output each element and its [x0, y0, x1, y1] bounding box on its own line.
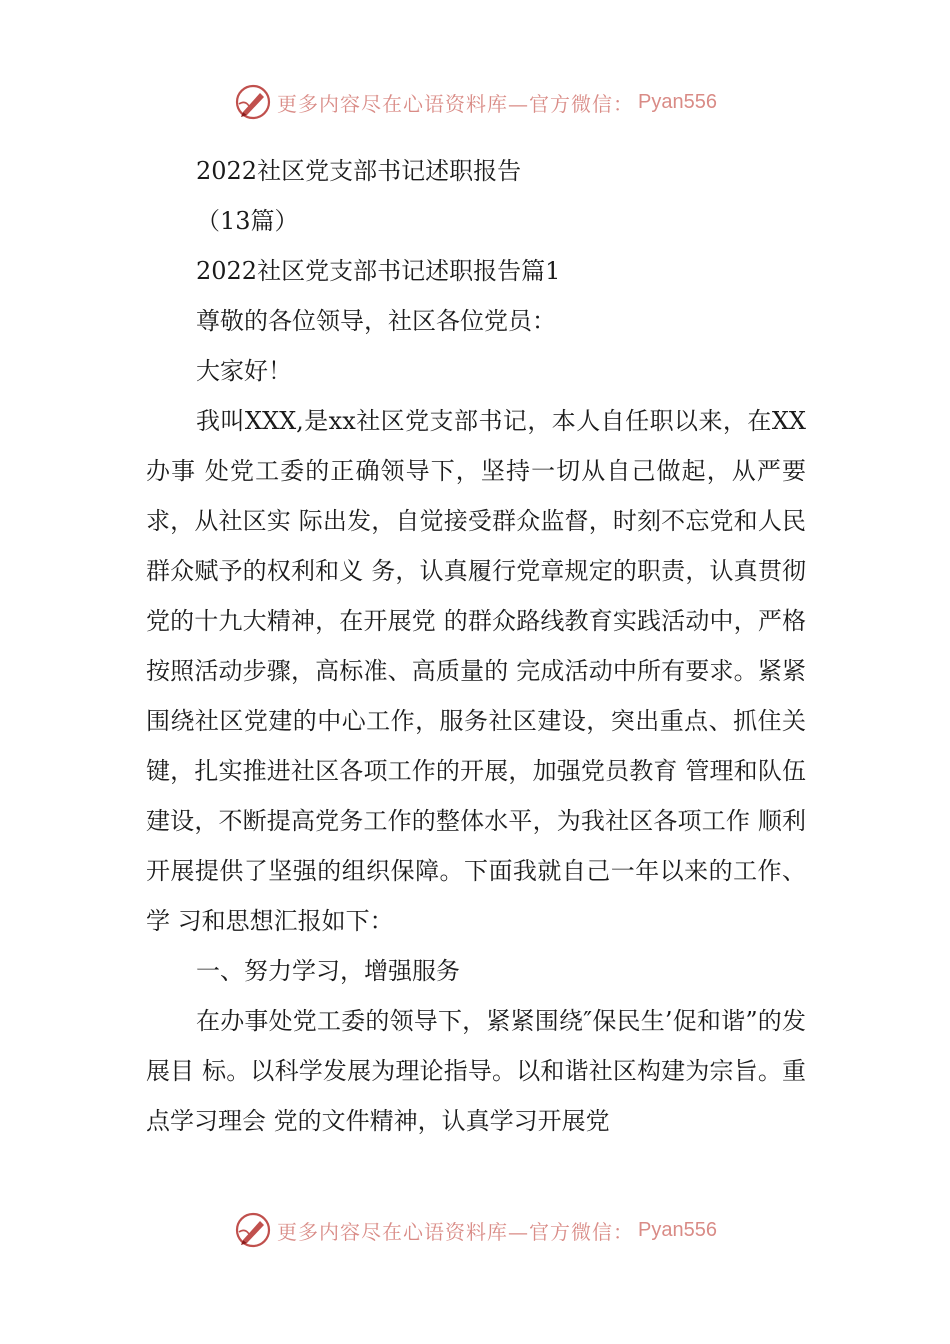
header-banner [0, 80, 950, 124]
footer-banner [0, 1208, 950, 1252]
banner-text: 更多内容尽在心语资料库—官方微信： [277, 1219, 635, 1244]
paragraph-intro: 我叫XXX,是xx社区党支部书记，本人自任职以来，在XX办事 处党工委的正确领导下，坚持一切从自己做起，从严要求，从社区实 际出发，自觉接受群众监督，时刻不忘党和人民群众赋予的权利和义 务，认真履行党章规定的职责，认真贯彻党的十九大精神，在开展党 的群众路线教育实践活动中，严格按照活动步骤，高标准、高质量的 完成活动中所有要求。紧紧围绕社区党建的中心工作，服务社区建设，突出重点、抓住关键，扎实推进社区各项工作的开展，加强党员教育 管理和队伍建设，不断提高党务工作的整体水平，为我社区各项工作 顺利开展提供了坚强的组织保障。下面我就自己一年以来的工作、学 习和思想汇报如下： [146, 407, 806, 935]
pen-logo-icon [233, 1210, 273, 1250]
section-heading: 一、努力学习，增强服务 [196, 957, 460, 985]
document-body [146, 146, 806, 1146]
greeting: 大家好！ [196, 357, 292, 385]
banner-text: 更多内容尽在心语资料库—官方微信： [277, 91, 635, 116]
paragraph-study: 在办事处党工委的领导下，紧紧围绕″保民生’促和谐”的发展目 标。以科学发展为理论指导。以和谐社区构建为宗旨。重点学习理会 党的文件精神，认真学习开展党 [146, 1007, 806, 1135]
pen-logo-icon [233, 82, 273, 122]
banner-wechat-id: Pyan556 [638, 90, 717, 113]
section-title: 2022社区党支部书记述职报告篇1 [196, 257, 561, 285]
document-title: 2022社区党支部书记述职报告 [196, 157, 522, 185]
document-title-count: （13篇） [196, 207, 299, 235]
banner-wechat-id: Pyan556 [638, 1218, 717, 1241]
salutation: 尊敬的各位领导，社区各位党员： [196, 307, 556, 335]
